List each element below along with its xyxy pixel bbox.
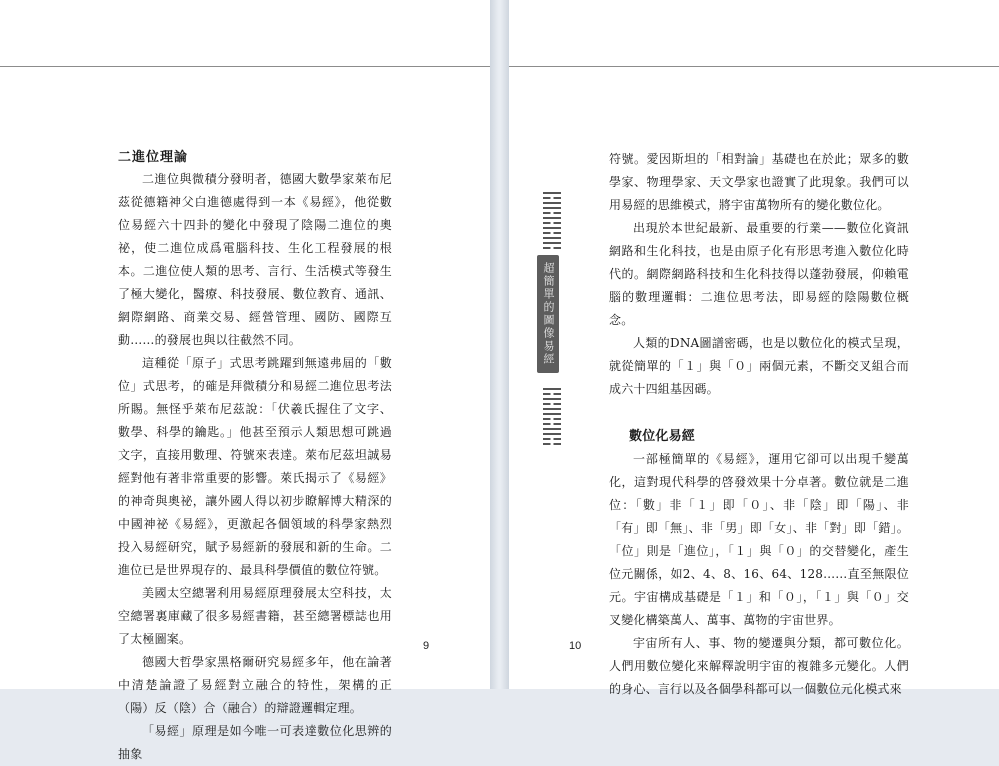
- header-rule: [509, 66, 999, 67]
- page-number: 10: [569, 640, 582, 652]
- right-page: [509, 0, 999, 696]
- page-number: 9: [423, 640, 430, 652]
- spine-title: 超簡單的圖像易經: [542, 262, 555, 366]
- paragraph: 「易經」原理是如今唯一可表達數位化思辨的抽象: [118, 724, 392, 761]
- trigram-stack-icon: [543, 388, 561, 445]
- paragraph: 符號。愛因斯坦的「相對論」基礎也在於此；眾多的數學家、物理學家、天文學家也證實了此現象。我們可以用易經的思維模式，將宇宙萬物所有的變化數位化。: [609, 152, 909, 212]
- paragraph: 出現於本世紀最新、最重要的行業——數位化資訊網路和生化科技，也是由原子化有形思考進入數位化時代的。網際網路科技和生化科技得以蓬勃發展，仰賴電腦的數理邏輯：二進位思考法，即易經的陰陽數位概念。: [609, 221, 909, 327]
- book-gutter: [490, 0, 509, 689]
- header-rule: [0, 66, 490, 67]
- section-title-binary-theory: 二進位理論: [118, 150, 189, 165]
- section-title-digital-yijing: 數位化易經: [629, 429, 696, 444]
- paragraph: 人類的DNA圖譜密碼，也是以數位化的模式呈現，就從簡單的「１」與「０」兩個元素，不斷交叉組合而成六十四組基因碼。: [609, 336, 909, 396]
- paragraph: 宇宙所有人、事、物的變遷與分類，都可數位化。人們用數位變化來解釋說明宇宙的複雜多元變化。人們的身心、言行以及各個學科都可以一個數位元化模式來: [609, 636, 909, 696]
- paragraph: 一部極簡單的《易經》，運用它卻可以出現千變萬化，這對現代科學的啓發效果十分卓著。數位就是二進位：「數」非「１」即「０」、非「陰」即「陽」、非「有」即「無」、非「男」即「女」、非「對」即「錯」。「位」則是「進位」，「１」與「０」的交替變化，產生位元關係，如2、4、8、16、64、128……直至無限位元。宇宙構成基礎是「１」和「０」，「１」與「０」交叉變化構築萬人、萬事、萬物的宇宙世界。: [609, 452, 909, 627]
- paragraph: 美國太空總署利用易經原理發展太空科技，太空總署裏庫藏了很多易經書籍，甚至總署標誌也用了太極圖案。: [118, 586, 392, 646]
- paragraph: 這種從「原子」式思考跳躍到無遠弗屆的「數位」式思考，的確是拜微積分和易經二進位思考法所賜。無怪乎萊布尼茲說：「伏羲氏握住了文字、數學、科學的鑰匙。」他甚至預示人類思想可跳過文字，直接用數理、符號來表達。萊布尼茲坦誠易經對他有著非常重要的影響。萊氏揭示了《易經》的神奇與奧祕，讓外國人得以初步瞭解博大精深的中國神祕《易經》，更激起各個領域的科學家熱烈投入易經研究，賦予易經新的發展和新的生命。二進位已是世界現存的、最具科學價值的數位符號。: [118, 356, 392, 577]
- paragraph: 二進位與微積分發明者，德國大數學家萊布尼茲從德籍神父白進德處得到一本《易經》，他從數位易經六十四卦的變化中發現了陰陽二進位的奧祕，使二進位成爲電腦科技、生化工程發展的根本。二進位使人類的思考、言行、生活模式等發生了極大變化，醫療、科技發展、數位教育、通訊、網際網路、商業交易、經營管理、國防、國際互動……的發展也與以往截然不同。: [118, 172, 392, 347]
- right-text-column: [609, 148, 909, 701]
- trigram-stack-icon: [543, 192, 561, 249]
- left-text-column: [118, 168, 392, 766]
- left-page: [0, 0, 490, 761]
- paragraph: 德國大哲學家黑格爾研究易經多年，他在論著中清楚論證了易經對立融合的特性，架構的正（陽）反（陰）合（融合）的辯證邏輯定理。: [118, 655, 392, 715]
- spine-title-box: [537, 255, 559, 373]
